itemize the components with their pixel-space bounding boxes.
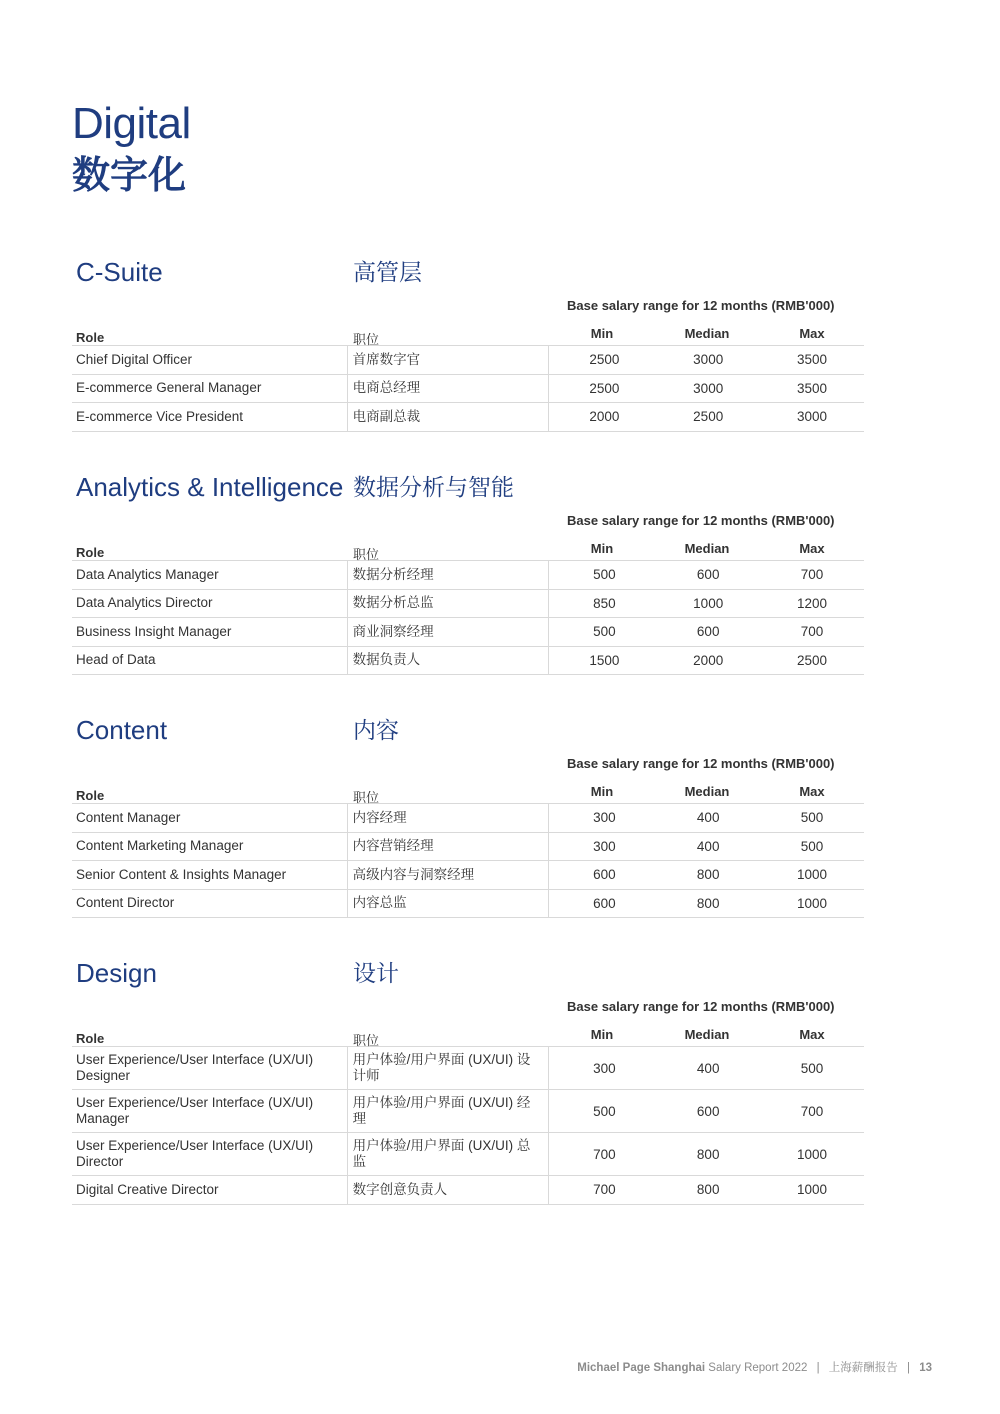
table-header <box>72 535 864 561</box>
section-title-zh: 数据分析与智能 <box>353 474 514 500</box>
table-row <box>72 890 864 919</box>
cell-role-zh: 数据分析总监 <box>347 590 550 618</box>
cell-max: 1000 <box>797 895 828 911</box>
cell-role-zh: 数据负责人 <box>347 647 550 675</box>
cell-min: 1500 <box>589 652 620 668</box>
header-min: Min <box>590 1027 614 1042</box>
cell-median: 400 <box>696 838 720 854</box>
cell-min: 300 <box>593 838 616 854</box>
salary-range-label: Base salary range for 12 months (RMB'000) <box>567 756 835 771</box>
cell-role-zh: 用户体验/用户界面 (UX/UI) 经理 <box>347 1090 550 1132</box>
table-row <box>72 647 864 676</box>
cell-max: 3500 <box>797 380 828 396</box>
header-role: Role <box>76 330 105 345</box>
header-max: Max <box>799 1027 825 1042</box>
salary-range-label: Base salary range for 12 months (RMB'000) <box>567 513 835 528</box>
cell-max: 500 <box>800 1060 824 1076</box>
cell-min: 300 <box>593 810 616 826</box>
cell-median: 400 <box>696 810 720 826</box>
header-role: Role <box>76 788 105 803</box>
footer-separator: | <box>907 1362 910 1374</box>
table-row <box>72 375 864 404</box>
page-title-zh: 数字化 <box>72 155 187 197</box>
cell-max: 700 <box>800 567 824 583</box>
cell-median: 600 <box>696 1103 720 1119</box>
cell-role: Business Insight Manager <box>76 623 232 639</box>
cell-max: 1200 <box>797 595 828 611</box>
header-max: Max <box>799 541 825 556</box>
cell-role: Data Analytics Director <box>76 595 213 611</box>
header-median: Median <box>684 541 730 556</box>
table-row <box>72 346 864 375</box>
header-min: Min <box>590 784 614 799</box>
header-role: Role <box>76 545 105 560</box>
section-analytics-intelligence <box>72 471 864 675</box>
header-role-zh: 职位 <box>353 332 380 347</box>
table-row <box>72 1047 864 1090</box>
cell-role-zh: 内容营销经理 <box>347 833 550 861</box>
cell-median: 800 <box>696 867 720 883</box>
cell-role: User Experience/User Interface (UX/UI) Manager <box>76 1095 314 1126</box>
footer-brand: Michael Page Shanghai <box>577 1362 706 1374</box>
cell-role: User Experience/User Interface (UX/UI) Designer <box>76 1052 314 1083</box>
table-row <box>72 861 864 890</box>
cell-role: Data Analytics Manager <box>76 566 219 582</box>
cell-role-zh: 内容经理 <box>347 804 550 832</box>
salary-range-label: Base salary range for 12 months (RMB'000) <box>567 298 835 313</box>
page-title-en: Digital <box>72 99 191 148</box>
cell-median: 3000 <box>693 352 724 368</box>
table-row <box>72 403 864 432</box>
cell-role: Chief Digital Officer <box>76 351 193 367</box>
table-header <box>72 1021 864 1047</box>
section-design <box>72 957 864 1205</box>
cell-median: 600 <box>696 567 720 583</box>
cell-min: 500 <box>593 1103 616 1119</box>
table-row <box>72 1090 864 1133</box>
cell-max: 1000 <box>797 1146 828 1162</box>
table-row <box>72 618 864 647</box>
table-header <box>72 320 864 346</box>
cell-role: E-commerce General Manager <box>76 380 262 396</box>
cell-max: 3000 <box>797 409 828 425</box>
cell-max: 1000 <box>797 1182 828 1198</box>
cell-role-zh: 内容总监 <box>347 890 550 918</box>
cell-role: Content Manager <box>76 809 181 825</box>
cell-role-zh: 数据分析经理 <box>347 561 550 589</box>
table-header <box>72 778 864 804</box>
salary-range-label: Base salary range for 12 months (RMB'000) <box>567 999 835 1014</box>
cell-role-zh: 电商总经理 <box>347 375 550 403</box>
header-median: Median <box>684 1027 730 1042</box>
footer-separator: | <box>816 1362 820 1374</box>
cell-max: 500 <box>800 838 824 854</box>
section-title-en: Analytics & Intelligence <box>76 472 344 502</box>
section-title-zh: 设计 <box>353 960 399 986</box>
header-role-zh: 职位 <box>353 1033 380 1048</box>
table-row <box>72 833 864 862</box>
cell-min: 500 <box>593 567 616 583</box>
cell-max: 1000 <box>797 867 828 883</box>
cell-min: 300 <box>593 1060 616 1076</box>
cell-min: 2000 <box>589 409 620 425</box>
cell-median: 800 <box>696 895 720 911</box>
cell-role: E-commerce Vice President <box>76 408 244 424</box>
cell-median: 2500 <box>693 409 724 425</box>
cell-role: Content Director <box>76 895 175 911</box>
cell-role: Content Marketing Manager <box>76 838 244 854</box>
header-role-zh: 职位 <box>353 547 380 562</box>
cell-role-zh: 商业洞察经理 <box>347 618 550 646</box>
table-row <box>72 1133 864 1176</box>
cell-min: 2500 <box>589 380 620 396</box>
cell-median: 400 <box>696 1060 720 1076</box>
section-c-suite <box>72 256 864 432</box>
header-min: Min <box>590 326 614 341</box>
cell-role-zh: 电商副总裁 <box>347 403 550 431</box>
cell-role-zh: 数字创意负责人 <box>347 1176 550 1204</box>
section-title-en: Content <box>76 715 168 745</box>
table-row <box>72 561 864 590</box>
section-title-zh: 高管层 <box>353 259 422 285</box>
cell-min: 850 <box>593 595 616 611</box>
table-row <box>72 1176 864 1205</box>
cell-role-zh: 用户体验/用户界面 (UX/UI) 设计师 <box>347 1047 550 1089</box>
header-max: Max <box>799 326 825 341</box>
cell-median: 3000 <box>693 380 724 396</box>
cell-role-zh: 高级内容与洞察经理 <box>347 861 550 889</box>
section-content <box>72 714 864 918</box>
cell-median: 2000 <box>693 652 724 668</box>
cell-role-zh: 用户体验/用户界面 (UX/UI) 总监 <box>347 1133 550 1175</box>
header-median: Median <box>684 326 730 341</box>
section-title-zh: 内容 <box>353 717 399 743</box>
header-max: Max <box>799 784 825 799</box>
header-median: Median <box>684 784 730 799</box>
cell-min: 600 <box>593 867 616 883</box>
footer-report: Salary Report 2022 <box>708 1362 808 1374</box>
cell-role: Digital Creative Director <box>76 1181 219 1197</box>
page-title <box>72 100 191 200</box>
cell-max: 500 <box>800 810 824 826</box>
cell-min: 2500 <box>589 352 620 368</box>
cell-median: 600 <box>696 624 720 640</box>
cell-median: 1000 <box>693 595 724 611</box>
page-number: 13 <box>919 1362 932 1374</box>
cell-min: 700 <box>593 1182 616 1198</box>
cell-median: 800 <box>696 1146 720 1162</box>
cell-min: 500 <box>593 624 616 640</box>
cell-max: 3500 <box>797 352 828 368</box>
cell-role: Senior Content & Insights Manager <box>76 866 287 882</box>
header-min: Min <box>590 541 614 556</box>
table-row <box>72 804 864 833</box>
header-role-zh: 职位 <box>353 790 380 805</box>
cell-role: User Experience/User Interface (UX/UI) Director <box>76 1138 314 1169</box>
cell-role: Head of Data <box>76 652 156 668</box>
table-row <box>72 590 864 619</box>
cell-max: 2500 <box>797 652 828 668</box>
section-title-en: C-Suite <box>76 257 163 287</box>
cell-max: 700 <box>800 624 824 640</box>
page-footer <box>577 1359 932 1375</box>
footer-report-zh: 上海薪酬报告 <box>828 1362 898 1374</box>
cell-role-zh: 首席数字官 <box>347 346 550 374</box>
cell-min: 700 <box>593 1146 616 1162</box>
cell-median: 800 <box>696 1182 720 1198</box>
cell-max: 700 <box>800 1103 824 1119</box>
cell-min: 600 <box>593 895 616 911</box>
section-title-en: Design <box>76 958 157 988</box>
header-role: Role <box>76 1031 105 1046</box>
